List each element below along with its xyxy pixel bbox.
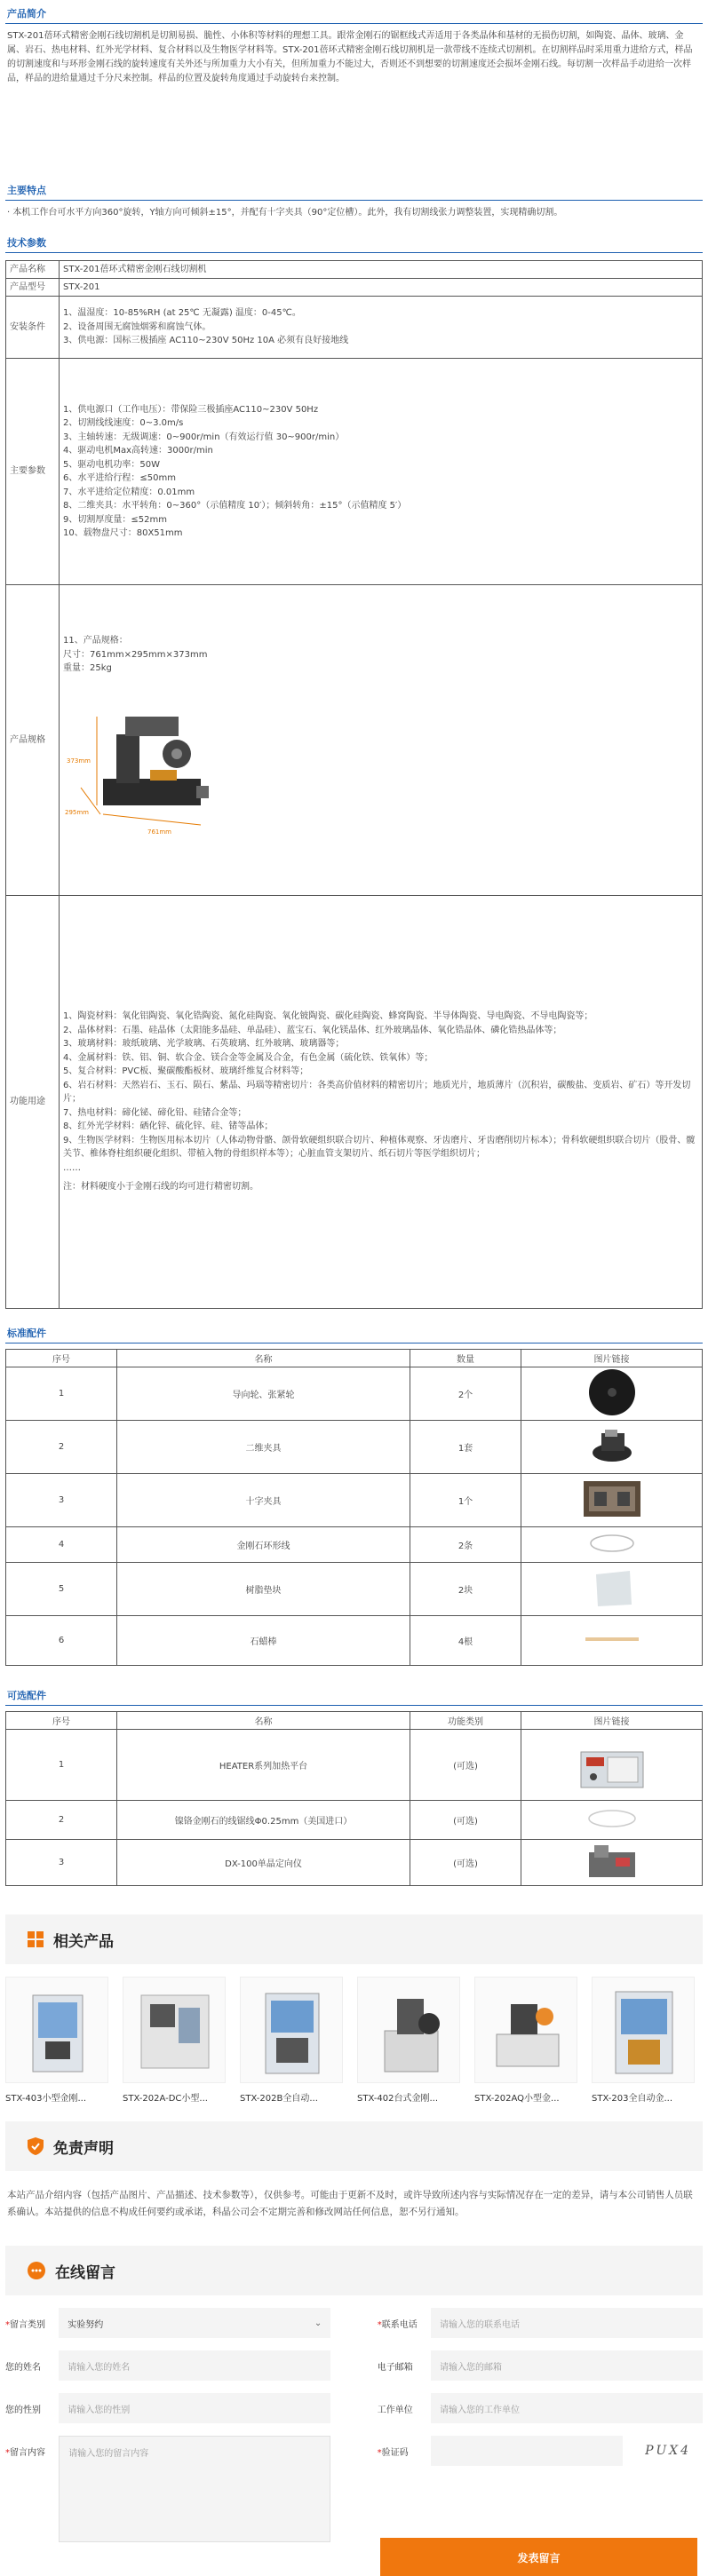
features-title: 主要特点 [5,180,703,201]
spec-main-label: 主要参数 [6,359,60,585]
related-item[interactable] [123,1977,234,2104]
opt-img-orienter[interactable] [521,1840,703,1886]
content-label: *留言内容 [5,2448,45,2458]
related-caption[interactable]: STX-202AQ小型金... [474,2094,560,2104]
opt-no: 2 [6,1801,117,1840]
dim-h-text: 373mm [67,757,91,765]
opt-h-img: 图片链接 [521,1712,703,1730]
chat-icon [27,2261,46,2280]
opt-name: 镍铬金刚石的线锯线Φ0.25mm（美国进口） [117,1801,410,1840]
std-qty: 1套 [410,1421,521,1474]
main-line: 10、载物盘尺寸：80X51mm [63,528,183,538]
spec-env-lines [60,297,703,359]
related-item[interactable] [357,1977,468,2104]
std-qty: 1个 [410,1474,521,1527]
content-textarea[interactable]: 请输入您的留言内容 [59,2436,330,2542]
func-line: …… [63,1162,81,1173]
spec-table [5,260,703,1309]
table-row [6,1527,703,1563]
code-label: *验证码 [377,2448,409,2458]
code-input[interactable] [431,2436,623,2466]
submit-button[interactable]: 发表留言 [380,2538,697,2576]
dim-d-text: 295mm [65,808,89,816]
table-row [6,1367,703,1421]
spec-size-label: 产品规格 [6,585,60,896]
func-line: 4、金属材料：铁、铝、铜、软合金、镁合金等金属及合金，有色金属（硫化铁、铁氧体）等； [63,1052,434,1063]
std-no: 1 [6,1367,117,1421]
job-input[interactable]: 请输入您的工作单位 [431,2393,703,2423]
type-label: *留言类别 [5,2320,45,2330]
main-line: 1、供电源口（工作电压）：带保险三极插座AC110~230V 50Hz [63,404,319,415]
env-line: 1、温湿度：10-85%RH (at 25℃ 无凝露) 温度：0-45℃。 [63,308,301,319]
std-img-diamond-wire[interactable] [521,1527,703,1563]
related-caption[interactable]: STX-202B全自动... [240,2094,318,2104]
email-input[interactable]: 请输入您的邮箱 [431,2350,703,2381]
env-line: 2、设备周围无腐蚀烟雾和腐蚀气体。 [63,321,211,332]
related-item[interactable] [474,1977,585,2104]
std-name: 十字夹具 [117,1474,410,1527]
phone-label: *联系电话 [377,2320,418,2330]
spec-main-lines [60,359,703,585]
opt-no: 1 [6,1730,117,1801]
std-img-cross-fixture[interactable] [521,1474,703,1527]
table-row [6,1801,703,1840]
std-img-resin-block[interactable] [521,1563,703,1616]
opt-img-heater[interactable] [521,1730,703,1801]
std-h-img: 图片链接 [521,1350,703,1367]
std-qty: 2个 [410,1367,521,1421]
chevron-down-icon: ⌄ [314,2318,322,2328]
shield-icon [27,2136,44,2156]
func-line: 6、岩石材料：天然岩石、玉石、陨石、紫晶、玛瑙等精密切片：各类高价值材料的精密切片；地质光片，地质薄片（沉积岩，碳酸盐、变质岩、矿石）等开发切片； [63,1080,691,1105]
spec-model-label: 产品型号 [6,279,60,297]
std-no: 5 [6,1563,117,1616]
main-line: 3、主轴转速：无级调速：0~900r/min（有效运行值 30~900r/min） [63,432,345,442]
message-form [5,2295,703,2542]
func-line: 8、红外光学材料：硒化锌、硫化锌、硅、锗等晶体； [63,1122,274,1132]
related-item[interactable] [592,1977,703,2104]
func-line: 注：材料硬度小于金刚石线的均可进行精密切割。 [63,1182,259,1193]
opt-h-cat: 功能类别 [410,1712,521,1730]
intro-text: STX-201蓓环式精密金刚石线切割机是切割易损、脆性、小体积等材料的理想工具。跟常金刚石的锯框线式弄适用于各类晶体和基材的无损伤切割，如陶瓷、晶体、玻璃、金属、岩石、热电材料、红外光学材料、复合材料以及生物医学材料等。STX-201蓓环式精密金刚石线切割机是一款带线不连续式切割机。在切割样品时采用重力进给方式，样品的切割速度和与环形金刚石线的旋转速度有关外还与所加重力大小有关，但所加重力不能过大，否则还不到想要的切割速度还会损坏金刚石线。每切割一次样品手动进给一次样品，样品的进给量通过千分尺来控制。样品的位置及旋转角度通过手动旋转台来控制。 [7,31,693,83]
std-qty: 4根 [410,1616,521,1666]
spec-name-value: STX-201蓓环式精密金刚石线切割机 [60,261,703,279]
main-line: 6、水平进给行程：≤50mm [63,473,176,483]
disclaimer-text: 本站产品介绍内容（包括产品图片、产品描述、技术参数等），仅供参考。可能由于更新不及时，或许导致所述内容与实际情况存在一定的差异，请与本公司销售人员联系确认。本站提供的信息不构成任何要约或承诺，科晶公司会不定期完善和修改网站任何信息，恕不另行通知。 [7,2190,693,2217]
std-name: 树脂垫块 [117,1563,410,1616]
size-line: 11、产品规格： [63,636,128,646]
std-img-wax-stick[interactable] [521,1616,703,1666]
std-img-wheels[interactable] [521,1367,703,1421]
main-line: 4、驱动电机Max高转速：3000r/min [63,446,213,456]
table-row [6,1474,703,1527]
email-label: 电子邮箱 [377,2363,413,2373]
table-row [6,1563,703,1616]
grid-icon [27,1930,44,1948]
standard-title: 标准配件 [5,1323,703,1343]
disclaimer-header [5,2121,703,2171]
opt-no: 3 [6,1840,117,1886]
func-line: 7、热电材料：碲化铋、碲化铅、硅锗合金等； [63,1107,247,1118]
intro-title: 产品简介 [5,4,703,24]
message-title: 在线留言 [55,2263,115,2282]
type-select-value: 实验努约 [68,2319,104,2330]
std-h-qty: 数量 [410,1350,521,1367]
std-no: 3 [6,1474,117,1527]
std-name: 金刚石环形线 [117,1527,410,1563]
opt-h-name: 名称 [117,1712,410,1730]
related-caption[interactable]: STX-202A-DC小型... [123,2094,208,2104]
spec-func-label: 功能用途 [6,896,60,1309]
opt-img-wire[interactable] [521,1801,703,1840]
main-line: 8、二维夹具：水平转角：0~360°（示值精度 10′）；倾斜转角：±15°（示值精度 5′） [63,501,407,511]
std-name: 导向轮、张紧轮 [117,1367,410,1421]
spec-name-label: 产品名称 [6,261,60,279]
optional-table [5,1711,703,1886]
related-title: 相关产品 [53,1932,114,1951]
related-list [5,1964,703,2104]
std-h-name: 名称 [117,1350,410,1367]
opt-cat: (可选) [410,1801,521,1840]
func-line: 9、生物医学材料：生物医用标本切片（人体动物骨骼、颌骨软硬组织联合切片、种植体观察、牙齿磨片、牙齿磨削切片标本）；骨科软硬组织联合切片（股骨、髋关节、椎体脊柱组织硬化组织、带植入物的骨组织样本等）；心脏血管支架切片、纸石切片等医学组织切片； [63,1135,696,1160]
size-line: 尺寸：761mm×295mm×373mm [63,649,208,660]
main-line: 5、驱动电机功率：50W [63,459,160,470]
table-row [6,1730,703,1801]
opt-h-no: 序号 [6,1712,117,1730]
dim-w-text: 761mm [147,828,171,836]
spec-size-cell [60,585,703,896]
std-no: 2 [6,1421,117,1474]
opt-cat: (可选) [410,1730,521,1801]
name-label: 您的姓名 [5,2363,41,2373]
spec-model-value: STX-201 [60,279,703,297]
func-line: 2、晶体材料：石墨、硅晶体（太阳能多晶硅、单晶硅）、蓝宝石、氧化镁晶体、红外玻璃晶体、氧化锆晶体、磷化锆热晶体等； [63,1025,562,1035]
table-row [6,1421,703,1474]
name-input[interactable]: 请输入您的姓名 [59,2350,330,2381]
main-line: 9、切割厚度量：≤52mm [63,514,167,525]
opt-name: DX-100单晶定向仪 [117,1840,410,1886]
std-qty: 2块 [410,1563,521,1616]
spec-func-lines [60,896,703,1309]
env-line: 3、供电源：国标三极插座 AC110~230V 50Hz 10A 必须有良好接地线 [63,336,349,346]
std-qty: 2条 [410,1527,521,1563]
func-line: 3、玻璃材料：玻纸玻璃、光学玻璃、石英玻璃、红外玻璃、玻璃器等； [63,1039,345,1050]
main-line: 7、水平进给定位精度：0.01mm [63,487,195,497]
captcha-image[interactable]: PUX4 [645,2444,692,2458]
specs-title: 技术参数 [5,233,703,253]
job-label: 工作单位 [377,2406,413,2415]
func-line: 1、陶瓷材料：氧化铝陶瓷、氧化锆陶瓷、氮化硅陶瓷、氧化铍陶瓷、碳化硅陶瓷、蜂窝陶瓷、半导体陶瓷、导电陶瓷、不导电陶瓷等； [63,1011,593,1022]
std-h-no: 序号 [6,1350,117,1367]
std-name: 二维夹具 [117,1421,410,1474]
standard-table [5,1349,703,1666]
phone-input[interactable]: 请输入您的联系电话 [431,2308,703,2338]
opt-cat: (可选) [410,1840,521,1886]
related-caption[interactable]: STX-203全自动金... [592,2094,673,2104]
std-name: 石蜡棒 [117,1616,410,1666]
related-caption[interactable]: STX-402台式金刚... [357,2094,439,2104]
related-item[interactable] [240,1977,351,2104]
related-header [5,1914,703,1964]
std-no: 4 [6,1527,117,1563]
opt-name: HEATER系列加热平台 [117,1730,410,1801]
machine-dimension-image [63,681,232,836]
std-img-2d-fixture[interactable] [521,1421,703,1474]
related-item[interactable] [5,1977,116,2104]
std-no: 6 [6,1616,117,1666]
type-select[interactable] [59,2308,330,2338]
table-row [6,1616,703,1666]
func-line: 5、复合材料：PVC板、聚碳酸酯板材、玻璃纤维复合材料等； [63,1066,309,1077]
main-line: 2、切割线线速度：0~3.0m/s [63,418,184,428]
disclaimer-title: 免责声明 [53,2139,114,2158]
gender-label: 您的性别 [5,2406,41,2415]
table-row [6,1840,703,1886]
related-caption[interactable]: STX-403小型金刚... [5,2094,87,2104]
message-header [5,2246,703,2295]
features-text: · 本机工作台可水平方向360°旋转，Y轴方向可倾斜±15°，并配有十字夹具（90°定位槽）。此外，我有切割线张力调整装置，实现精确切割。 [7,208,563,218]
gender-input[interactable]: 请输入您的性别 [59,2393,330,2423]
size-line: 重量：25kg [63,663,112,673]
spec-env-label: 安装条件 [6,297,60,359]
optional-title: 可选配件 [5,1685,703,1706]
